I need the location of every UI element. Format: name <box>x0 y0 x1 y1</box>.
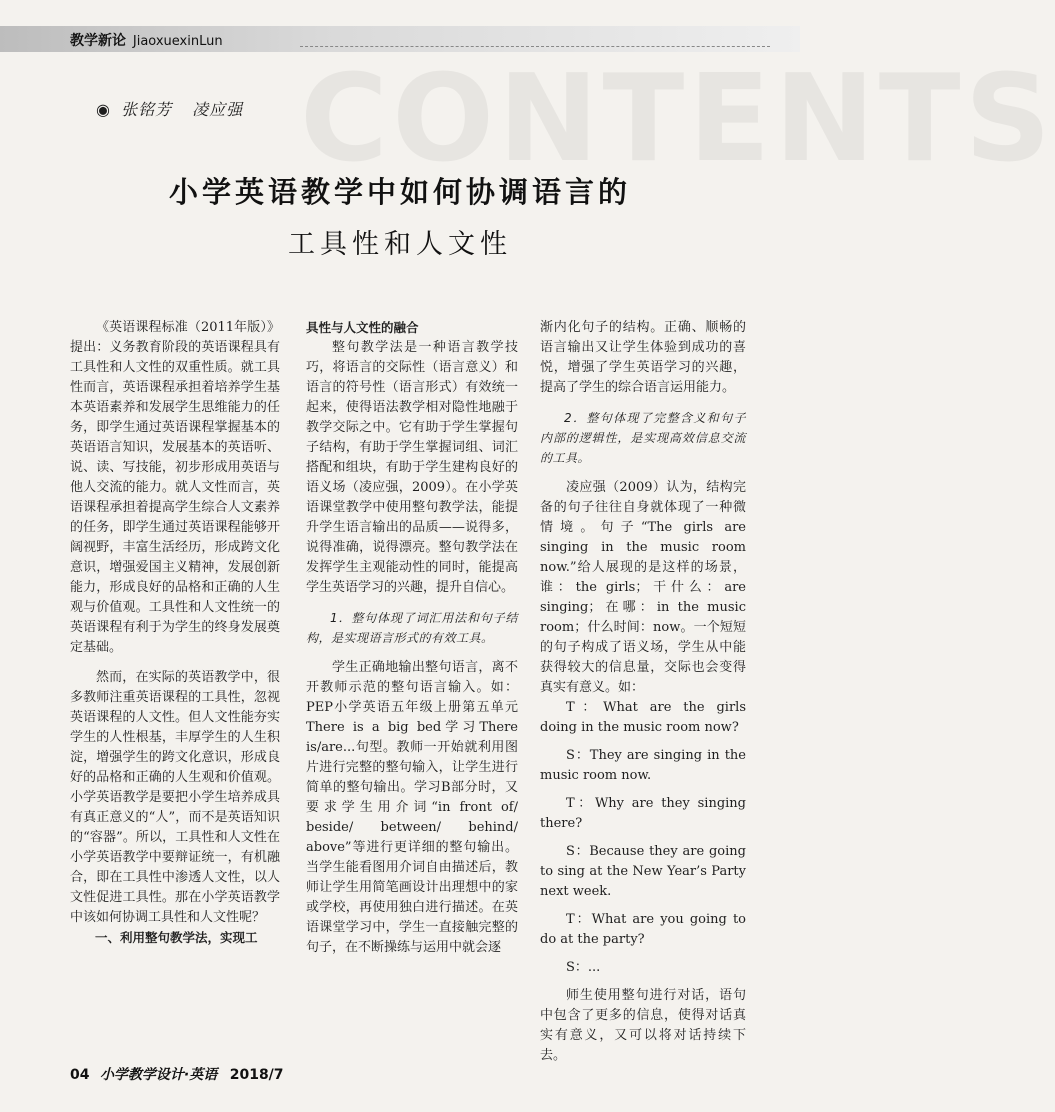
section-heading-cont: 具性与人文性的融合 <box>306 320 419 335</box>
text-column-2 <box>306 318 518 958</box>
paragraph: 然而，在实际的英语教学中，很多教师注重英语课程的工具性，忽视英语课程的人文性。但人文性能夯实学生的人性根基，丰厚学生的人生积淀，增强学生的跨文化意识，形成良好的品格和正确的人生观和价值观。小学英语教学是要把小学生培养成具有真正意义的“人”，而不是英语知识的“容器”。所以，工具性和人文性在小学英语教学中要辩证统一，有机融合，即在工具性中渗透人文性，以人文性促进工具性。那在小学英语教学中该如何协调工具性和人文性呢？ <box>70 670 280 925</box>
dialogue-line: S：... <box>566 960 601 975</box>
magazine-name: 小学教学设计·英语 <box>99 1067 218 1083</box>
dialogue-line: S：Because they are going to sing at the New Year’s Party next week. <box>540 844 746 899</box>
dialogue-line: T：What are the girls doing in the music room now? <box>540 700 746 735</box>
section-title: 教学新论 <box>70 33 126 49</box>
author-1: 张铭芳 <box>121 100 173 119</box>
author-line <box>96 97 243 120</box>
page-footer <box>70 1064 284 1084</box>
paragraph: 《英语课程标准（2011年版）》提出：义务教育阶段的英语课程具有工具性和人文性的双重性质。就工具性而言，英语课程承担着培养学生基本英语素养和发展学生思维能力的任务，即学生通过英语课程掌握基本的英语语言知识，发展基本的英语听、说、读、写技能，初步形成用英语与他人交流的能力。就人文性而言，英语课程承担着提高学生综合人文素养的任务，即学生通过英语课程能够开阔视野，丰富生活经历，形成跨文化意识，增强爱国主义精神，发展创新能力，形成良好的品格和正确的人生观与价值观。工具性和人文性统一的英语课程有利于为学生的终身发展奠定基础。 <box>70 320 280 655</box>
paragraph: 整句教学法是一种语言教学技巧，将语言的交际性（语言意义）和语言的符号性（语言形式）有效统一起来，使得语法教学相对隐性地融于教学交际之中。它有助于学生掌握句子结构，有助于学生掌握词组、词汇搭配和组块，有助于学生建构良好的语义场（凌应强，2009）。在小学英语课堂教学中使用整句教学法，能提升学生语言输出的品质——说得多，说得准确，说得漂亮。整句教学法在发挥学生主观能动性的同时，能提高学生英语学习的兴趣，提升自信心。 <box>306 340 518 595</box>
issue-date: 2018/7 <box>229 1067 284 1083</box>
paragraph: 学生正确地输出整句语言，离不开教师示范的整句语言输入。如：PEP小学英语五年级上册第五单元There is a big bed学习There is/are...句型。教师一开始就利用图片进行完整的整句输入，让学生进行简单的整句输出。学习B部分时，又要求学生用介词“in front of/ beside/ between/ behind/ above”等进行更详细的整句输出。当学生能看图用介词自由描述后，教师让学生用简笔画设计出理想中的家或学校，再使用独白进行描述。在英语课堂学习中，学生一直接触完整的句子，在不断操练与运用中就会逐 <box>306 660 518 955</box>
page-number: 04 <box>70 1067 90 1083</box>
dialogue-line: T：Why are they singing there? <box>540 796 746 831</box>
text-column-3 <box>540 318 746 1066</box>
article-title-line1: 小学英语教学中如何协调语言的 <box>168 175 631 209</box>
subheading: 2．整句体现了完整含义和句子内部的逻辑性，是实现高效信息交流的工具。 <box>540 411 746 465</box>
background-watermark: CONTENTS <box>300 50 1055 189</box>
dialogue-line: T：What are you going to do at the party? <box>540 912 746 947</box>
paragraph: 师生使用整句进行对话，语句中包含了更多的信息，使得对话真实有意义，又可以将对话持续下去。 <box>540 988 746 1063</box>
text-column-1 <box>70 318 280 948</box>
paragraph: 渐内化句子的结构。正确、顺畅的语言输出又让学生体验到成功的喜悦，增强了学生英语学习的兴趣，提高了学生的综合语言运用能力。 <box>540 320 746 395</box>
article-title-line2: 工具性和人文性 <box>288 229 512 260</box>
author-2: 凌应强 <box>192 100 244 119</box>
section-heading: 一、利用整句教学法，实现工 <box>95 930 258 945</box>
section-title-latin: JiaoxuexinLun <box>132 34 223 49</box>
subheading: 1．整句体现了词汇用法和句子结构，是实现语言形式的有效工具。 <box>306 611 518 645</box>
paragraph: 凌应强（2009）认为，结构完备的句子往往自身就体现了一种微情境。句子“The girls are singing in the music room now.”给人展现的是这样的场景，谁：the girls；干什么：are singing；在哪：in the music room；什么时间：now。一个短短的句子构成了语义场，学生从中能获得较大的信息量，交际也会变得真实有意义。如： <box>540 480 746 695</box>
section-header <box>70 30 223 50</box>
dialogue-line: S：They are singing in the music room now. <box>540 748 746 783</box>
header-divider <box>300 46 770 47</box>
bullet-icon: ◉ <box>96 100 111 119</box>
